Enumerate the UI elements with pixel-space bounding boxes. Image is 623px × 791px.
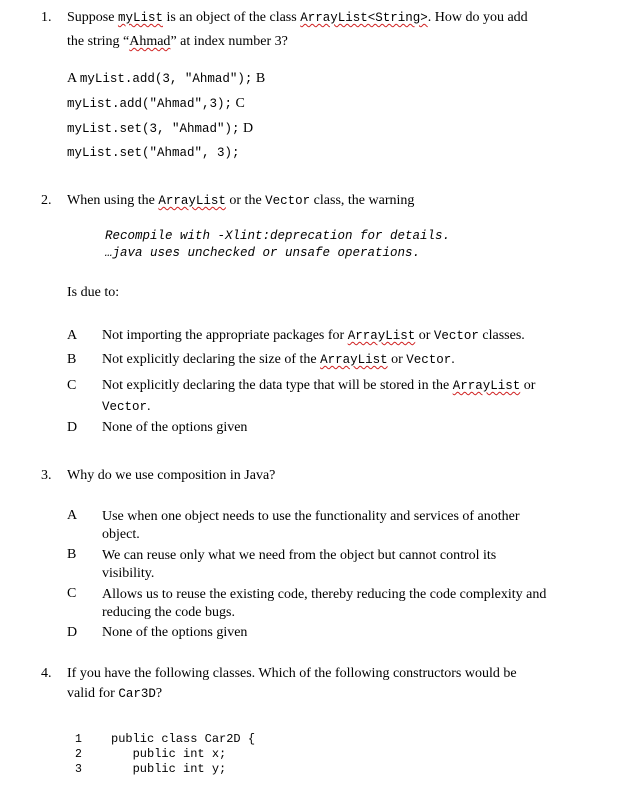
question-text: When using the ArrayList or the Vector class, the warning xyxy=(67,193,415,208)
option-a: A myList.add(3, "Ahmad"); B xyxy=(67,71,266,86)
option-text: Not explicitly declaring the size of the ArrayList or Vector. xyxy=(102,352,455,367)
option-letter: B xyxy=(67,547,77,562)
option-text: None of the options given xyxy=(102,625,248,640)
option-letter: A xyxy=(67,508,78,523)
option-letter: D xyxy=(67,420,78,435)
option-letter: C xyxy=(67,378,77,393)
question-number: 2. xyxy=(41,193,52,208)
line-number: 2 xyxy=(75,748,82,761)
option-c: myList.set(3, "Ahmad"); D xyxy=(67,121,254,136)
option-letter: A xyxy=(67,328,78,343)
option-text: Not importing the appropriate packages for ArrayList or Vector classes. xyxy=(102,328,525,343)
question-text: Why do we use composition in Java? xyxy=(67,468,276,483)
option-letter: D xyxy=(67,625,78,640)
question-number: 3. xyxy=(41,468,52,483)
option-text-cont: Vector. xyxy=(102,399,151,414)
code-line: public class Car2D { xyxy=(111,732,256,746)
question-text-line2: the string “Ahmad” at index number 3? xyxy=(67,34,288,49)
code-line: public int x; xyxy=(111,747,227,761)
option-text: Not explicitly declaring the data type that will be stored in the ArrayList or xyxy=(102,378,536,393)
option-text: Use when one object needs to use the functionality and services of another object. xyxy=(102,509,520,542)
option-text: Allows us to reuse the existing code, thereby reducing the code complexity and reducing the code bugs. xyxy=(102,587,547,620)
option-letter: C xyxy=(67,586,77,601)
option-b: myList.add("Ahmad",3); C xyxy=(67,96,245,111)
option-d: myList.set("Ahmad", 3); xyxy=(67,146,240,160)
warning-line-1: Recompile with -Xlint:deprecation for details. xyxy=(105,229,451,243)
question-number: 1. xyxy=(41,10,52,25)
line-number: 3 xyxy=(75,763,82,776)
question-text: If you have the following classes. Which of the following constructors would be xyxy=(67,666,517,681)
question-text-line2: valid for Car3D? xyxy=(67,686,163,701)
code-line: public int y; xyxy=(111,762,227,776)
warning-line-2: …java uses unchecked or unsafe operations. xyxy=(105,246,421,260)
option-text: We can reuse only what we need from the object but cannot control its visibility. xyxy=(102,548,497,581)
due-label: Is due to: xyxy=(67,285,120,300)
line-number: 1 xyxy=(75,733,82,746)
question-number: 4. xyxy=(41,666,52,681)
option-text: None of the options given xyxy=(102,420,248,435)
option-letter: B xyxy=(67,352,77,367)
question-text: Suppose myList is an object of the class ArrayList<String>. How do you add xyxy=(67,10,528,25)
